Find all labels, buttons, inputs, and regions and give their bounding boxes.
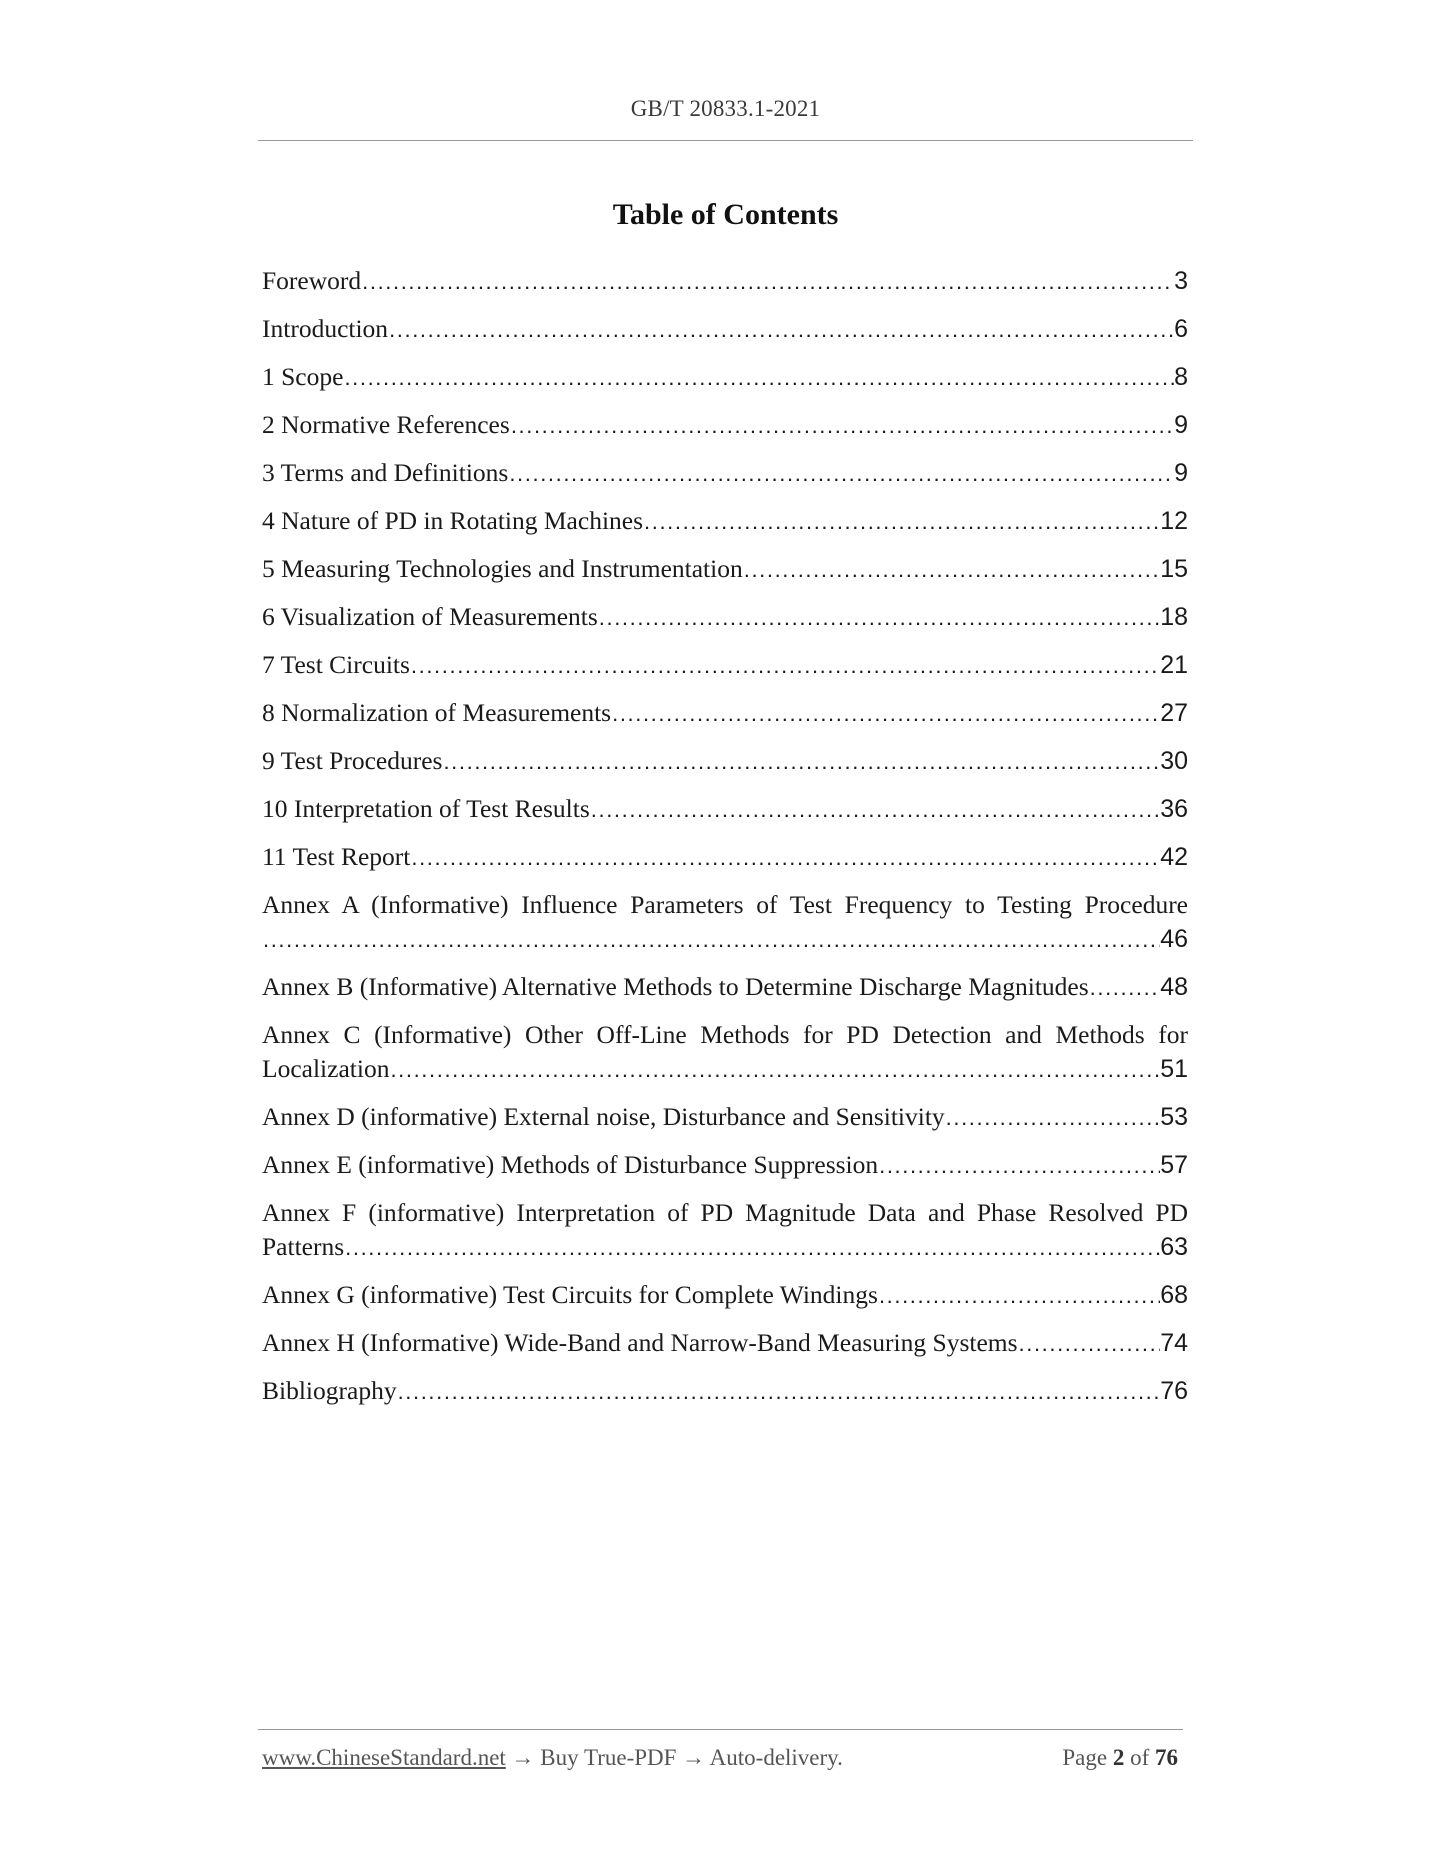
dot-leader [344, 1231, 1160, 1265]
toc-entry[interactable] [262, 744, 1188, 778]
toc-entry-page: 68 [1160, 1281, 1188, 1309]
toc-entry-title: Bibliography [262, 1376, 397, 1405]
toc-entry[interactable] [262, 696, 1188, 730]
dot-leader [945, 1101, 1161, 1135]
header-divider [258, 140, 1193, 141]
toc-entry[interactable] [262, 1374, 1188, 1408]
dot-leader [510, 409, 1174, 443]
page-number [1062, 1745, 1178, 1771]
page-of: of [1130, 1745, 1150, 1770]
dot-leader [611, 697, 1160, 731]
toc-entry[interactable] [262, 1326, 1188, 1360]
toc-entry[interactable] [262, 648, 1188, 682]
site-link[interactable]: www.ChineseStandard.net [262, 1745, 506, 1770]
toc-entry-title: Foreword [262, 266, 362, 295]
toc-entry-page: 6 [1174, 315, 1188, 343]
toc-entry[interactable] [262, 360, 1188, 394]
toc-entry[interactable] [262, 1196, 1188, 1264]
toc-entry[interactable] [262, 264, 1188, 298]
dot-leader [361, 265, 1174, 299]
dot-leader [743, 553, 1160, 587]
toc-entry-page: 9 [1174, 459, 1188, 487]
dot-leader [598, 601, 1160, 635]
toc-entry-page: 12 [1160, 507, 1188, 535]
dot-leader [590, 793, 1160, 827]
footer-promo [262, 1745, 843, 1771]
toc-entry-title: Introduction [262, 314, 389, 343]
toc-entry-page: 57 [1160, 1151, 1188, 1179]
toc-entry-page: 74 [1160, 1329, 1188, 1357]
toc-entry-title: 8 Normalization of Measurements [262, 698, 612, 727]
toc-entry-page: 63 [1160, 1233, 1188, 1261]
toc-entry-page: 15 [1160, 555, 1188, 583]
toc-entry-title: Annex B (Informative) Alternative Methods to Determine Discharge Magnitudes [262, 972, 1089, 1001]
footer-tagline: → Buy True-PDF → Auto-delivery. [505, 1745, 843, 1770]
toc-entry[interactable] [262, 456, 1188, 490]
toc-entry-page: 21 [1160, 651, 1188, 679]
dot-leader [1018, 1327, 1161, 1361]
page-current: 2 [1112, 1745, 1125, 1770]
toc-entry-title: 9 Test Procedures [262, 746, 443, 775]
toc-entry-page: 18 [1160, 603, 1188, 631]
dot-leader [1089, 971, 1161, 1005]
toc-entry-page: 30 [1160, 747, 1188, 775]
toc-entry-title: Annex D (informative) External noise, Disturbance and Sensitivity [262, 1102, 945, 1131]
footer-divider [258, 1729, 1183, 1730]
dot-leader [643, 505, 1160, 539]
dot-leader [410, 649, 1160, 683]
dot-leader [389, 1053, 1160, 1087]
toc-entry-title-line: Annex C (Informative) Other Off-Line Methods for PD Detection and Methods for [262, 1020, 1188, 1049]
page-footer [262, 1745, 1178, 1771]
toc-entry[interactable] [262, 312, 1188, 346]
toc-entry-title: Annex H (Informative) Wide-Band and Narrow-Band Measuring Systems [262, 1328, 1018, 1357]
toc-entry-title-line: Annex F (informative) Interpretation of PD Magnitude Data and Phase Resolved PD [262, 1198, 1188, 1227]
toc-entry-title: Patterns [262, 1232, 345, 1261]
toc-entry[interactable] [262, 888, 1188, 956]
toc-entry-title: 3 Terms and Definitions [262, 458, 509, 487]
dot-leader [878, 1279, 1160, 1313]
toc-title: Table of Contents [612, 198, 839, 231]
toc-entry-title: 4 Nature of PD in Rotating Machines [262, 506, 644, 535]
toc-entry-title: 5 Measuring Technologies and Instrumentation [262, 554, 743, 583]
toc-entry-title: 11 Test Report [262, 842, 411, 871]
toc-entry-page: 42 [1160, 843, 1188, 871]
toc-entry-title: 7 Test Circuits [262, 650, 410, 679]
document-code-header: GB/T 20833.1-2021 [630, 96, 821, 121]
dot-leader [343, 361, 1174, 395]
dot-leader [508, 457, 1174, 491]
toc-entry-title: 10 Interpretation of Test Results [262, 794, 590, 823]
dot-leader [388, 313, 1174, 347]
toc-entry[interactable] [262, 1100, 1188, 1134]
toc-entry-title: Annex E (informative) Methods of Disturbance Suppression [262, 1150, 879, 1179]
toc-entry[interactable] [262, 970, 1188, 1004]
toc-entry-title: Localization [262, 1054, 390, 1083]
toc-entry-page: 51 [1160, 1055, 1188, 1083]
page-label: Page [1062, 1745, 1108, 1770]
dot-leader [397, 1375, 1161, 1409]
toc-entry-title: 1 Scope [262, 362, 344, 391]
table-of-contents [262, 264, 1188, 1422]
toc-entry-page: 8 [1174, 363, 1188, 391]
toc-entry-page: 48 [1160, 973, 1188, 1001]
toc-entry[interactable] [262, 840, 1188, 874]
toc-entry-title: 6 Visualization of Measurements [262, 602, 598, 631]
toc-entry[interactable] [262, 408, 1188, 442]
dot-leader [442, 745, 1160, 779]
toc-entry-page: 46 [1160, 925, 1188, 953]
toc-entry-title: 2 Normative References [262, 410, 510, 439]
toc-entry[interactable] [262, 504, 1188, 538]
toc-entry-page: 36 [1160, 795, 1188, 823]
toc-entry[interactable] [262, 1278, 1188, 1312]
dot-leader [262, 923, 1160, 957]
toc-entry[interactable] [262, 1148, 1188, 1182]
toc-entry[interactable] [262, 552, 1188, 586]
toc-entry-title: Annex G (informative) Test Circuits for Complete Windings [262, 1280, 878, 1309]
toc-entry-page: 53 [1160, 1103, 1188, 1131]
dot-leader [410, 841, 1160, 875]
page-total: 76 [1155, 1745, 1178, 1770]
toc-entry[interactable] [262, 792, 1188, 826]
toc-entry-title-line: Annex A (Informative) Influence Parameters of Test Frequency to Testing Procedure [262, 890, 1188, 919]
toc-entry-page: 9 [1174, 411, 1188, 439]
toc-entry[interactable] [262, 600, 1188, 634]
toc-entry-page: 3 [1174, 267, 1188, 295]
toc-entry[interactable] [262, 1018, 1188, 1086]
toc-entry-page: 27 [1160, 699, 1188, 727]
dot-leader [878, 1149, 1160, 1183]
toc-entry-page: 76 [1160, 1377, 1188, 1405]
